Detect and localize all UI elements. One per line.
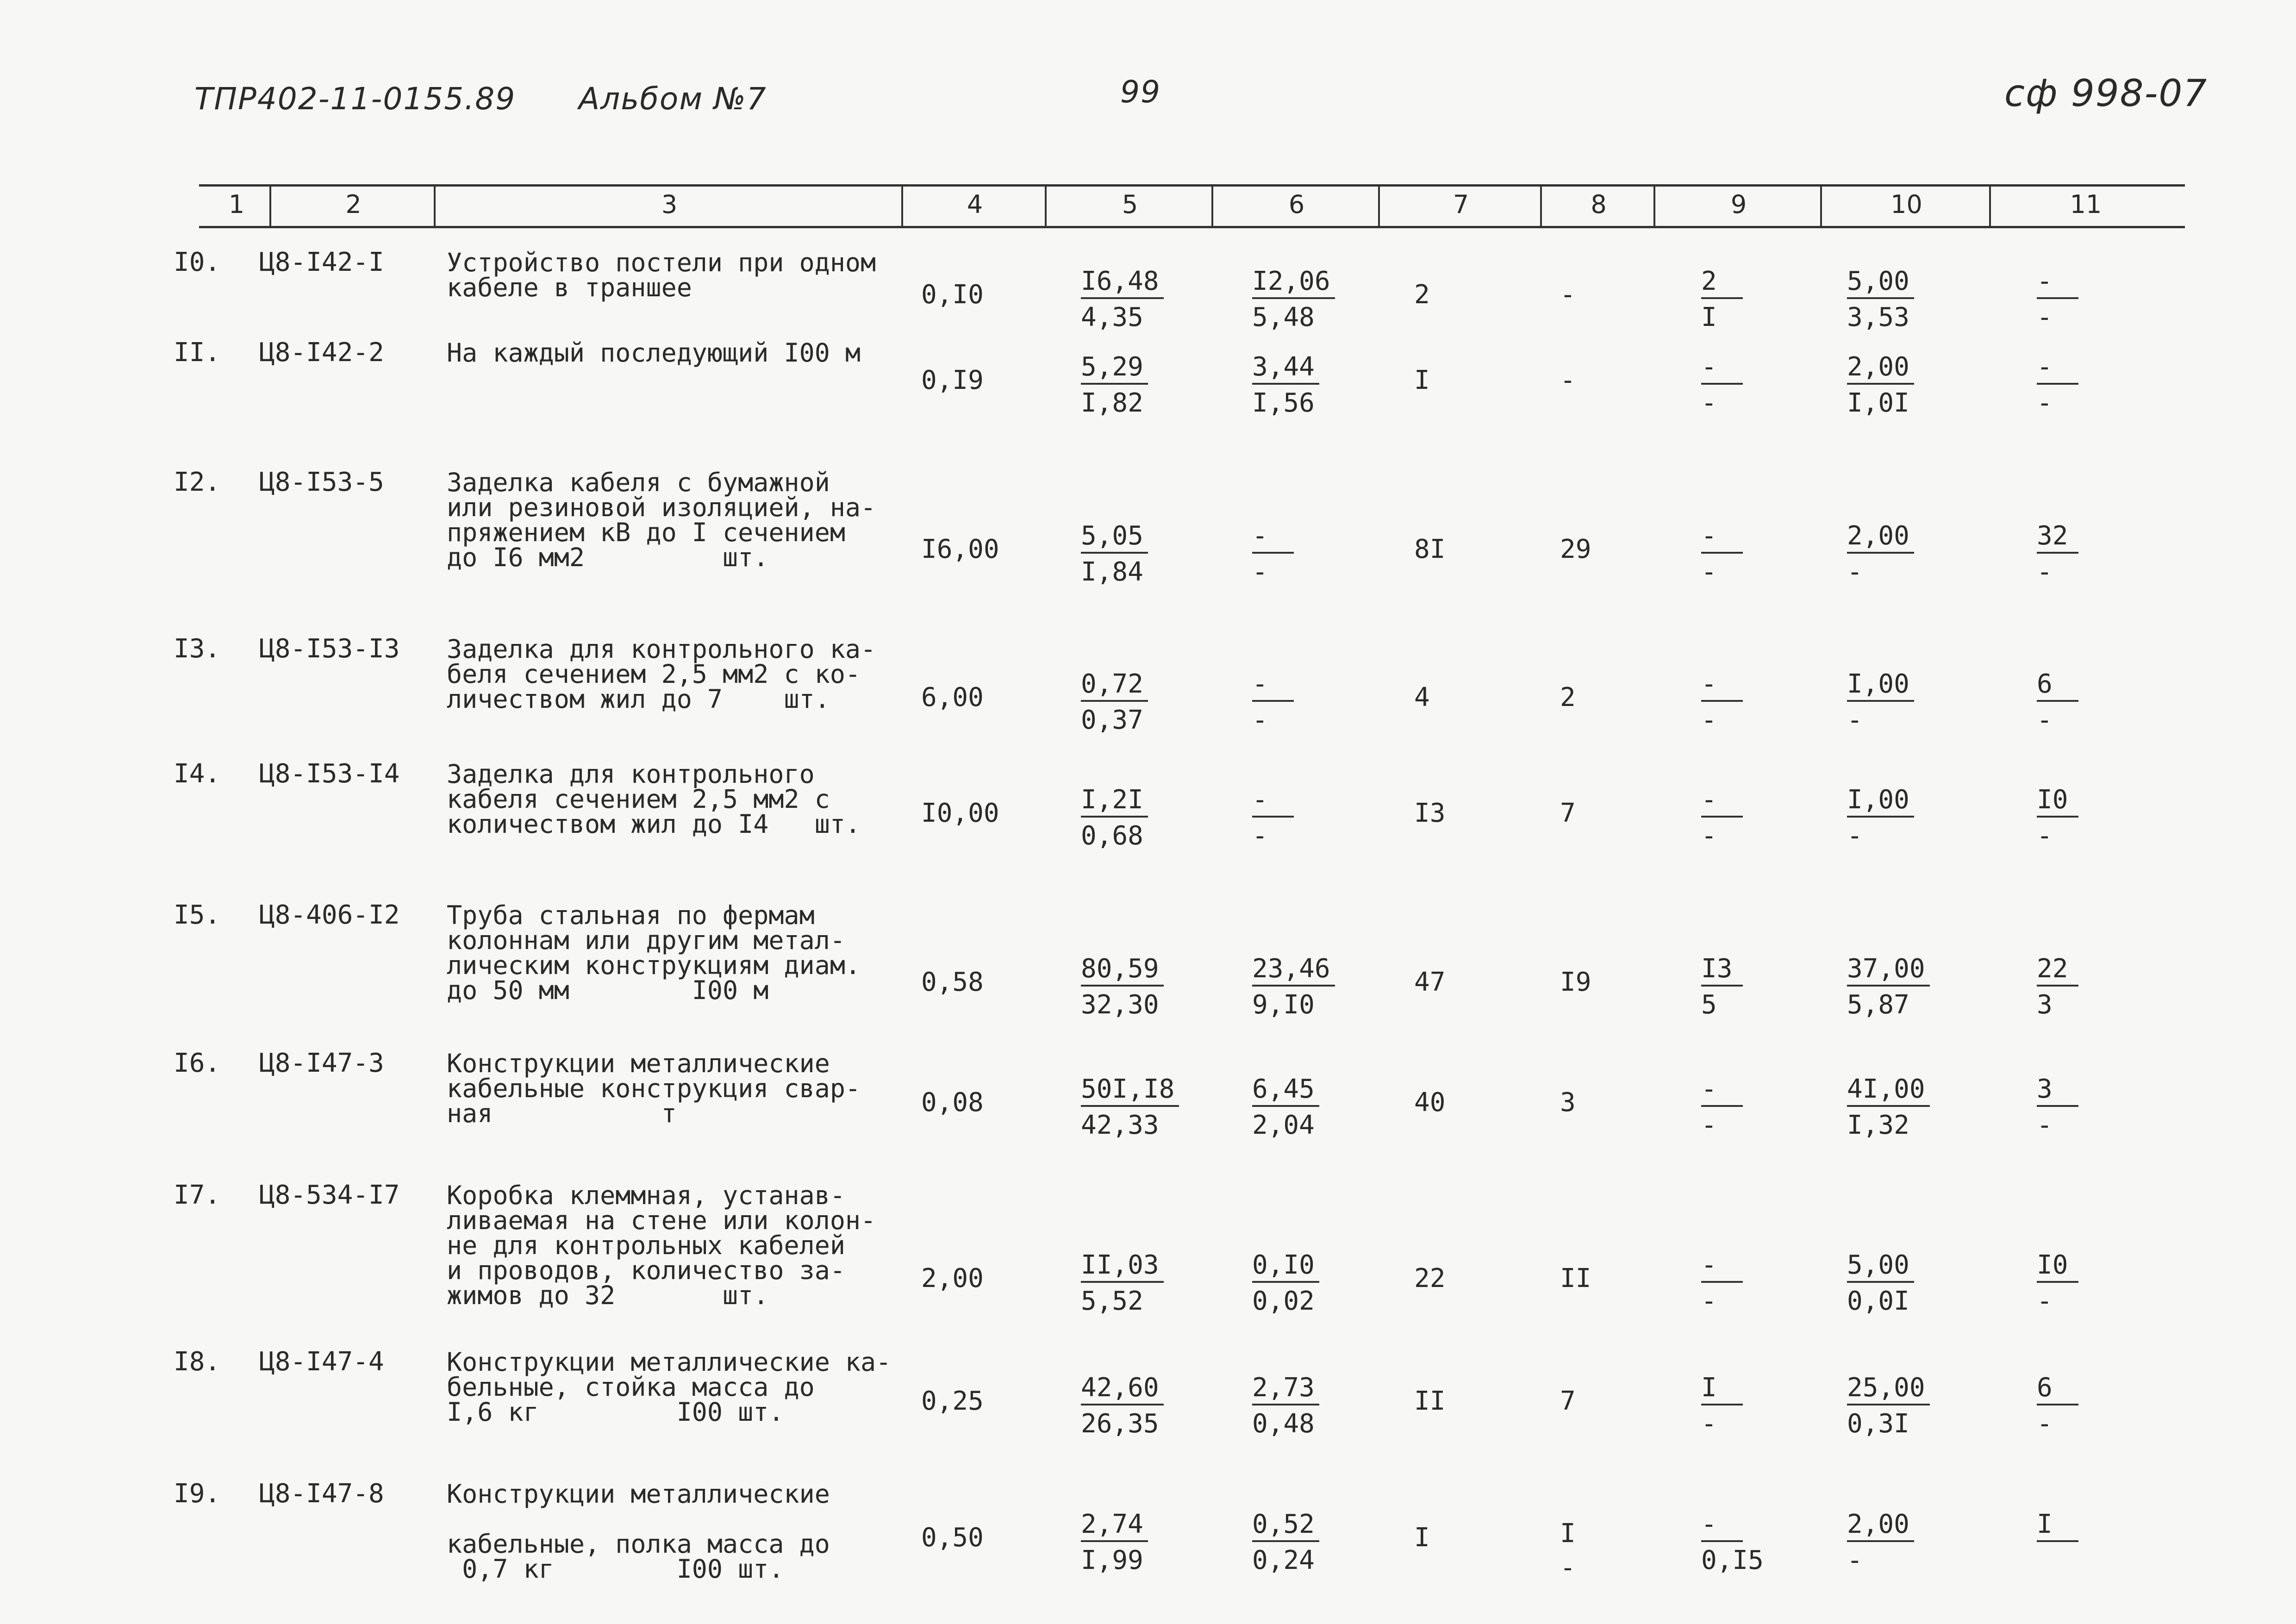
col5-value-top: I,2I	[1081, 787, 1148, 818]
col7-value: 2	[1414, 280, 1430, 310]
column-divider	[1378, 185, 1380, 227]
col11-value	[2037, 266, 2078, 332]
col9-value-bottom: -	[1701, 1286, 1717, 1316]
rate-code: Ц8-I42-2	[259, 337, 384, 368]
rate-code: Ц8-406-I2	[259, 900, 400, 930]
col6-value-bottom: 0,24	[1252, 1545, 1315, 1575]
col10-value	[1847, 1252, 1914, 1314]
col6-value	[1252, 1076, 1319, 1138]
col11-value	[2037, 1375, 2078, 1437]
col9-value-bottom: 0,I5	[1701, 1545, 1764, 1575]
col11-value-top: I0	[2037, 1252, 2078, 1283]
work-description: Конструкции металлические ка- бельные, стойка масса до I,6 кг I00 шт.	[447, 1347, 892, 1427]
col9-value	[1701, 1252, 1743, 1314]
col10-value	[1847, 523, 1914, 585]
col8-value: 2	[1560, 682, 1576, 712]
work-description: Заделка для контрольного кабеля сечением 2,5 мм2 с количеством жил до I4 шт.	[447, 759, 861, 839]
column-number: 9	[1730, 190, 1747, 219]
work-description: Заделка кабеля с бумажной или резиновой изоляцией, на- пряжением кВ до I сечением до I6 мм2 шт.	[447, 468, 876, 572]
quantity: 0,I9	[921, 365, 984, 395]
col11-value-bottom: -	[2037, 1110, 2053, 1140]
col11-value-top: -	[2037, 354, 2078, 385]
col10-value-bottom: I,0I	[1847, 388, 1909, 418]
col10-value	[1847, 1375, 1930, 1437]
col6-value-bottom: 0,48	[1252, 1409, 1315, 1439]
row-number: I3.	[174, 634, 221, 664]
col8-value-top: I	[1560, 1518, 1576, 1549]
row-number: I6.	[174, 1048, 221, 1078]
column-number: 1	[228, 190, 245, 219]
col10-value-bottom: 0,3I	[1847, 1409, 1909, 1439]
row-number: I0.	[174, 247, 221, 277]
work-description: Труба стальная по фермам колоннам или другим метал- лическим конструкциям диам. до 50 мм I00 м	[447, 900, 861, 1005]
col8-value: 29	[1560, 534, 1591, 564]
col8-value: 3	[1560, 1087, 1576, 1118]
col10-value-top: 4I,00	[1847, 1076, 1930, 1107]
rate-code: Ц8-I47-4	[259, 1347, 384, 1377]
col10-value	[1847, 1076, 1930, 1138]
col9-value-bottom: -	[1701, 821, 1717, 851]
col5-value-top: I6,48	[1081, 269, 1164, 299]
col7-value: I	[1414, 365, 1430, 395]
col5-value-bottom: 42,33	[1081, 1110, 1159, 1140]
col9-value-top: -	[1701, 1512, 1743, 1542]
quantity: 6,00	[921, 682, 984, 712]
col5-value-bottom: I,82	[1081, 388, 1143, 418]
quantity: I6,00	[921, 534, 999, 564]
col11-value	[2037, 354, 2078, 416]
col9-value-bottom: I	[1701, 302, 1717, 332]
rate-code: Ц8-I42-I	[259, 247, 384, 277]
col11-value-top: I	[2037, 1512, 2078, 1542]
col9-value-top: -	[1701, 354, 1743, 385]
col11-value-bottom: -	[2037, 1409, 2053, 1439]
col5-value-top: 42,60	[1081, 1375, 1164, 1405]
col11-value	[2037, 671, 2078, 733]
col5-value-top: 5,05	[1081, 523, 1148, 554]
col5-value	[1081, 1375, 1164, 1437]
col9-value	[1701, 266, 1743, 332]
col6-value	[1252, 671, 1294, 733]
col5-value	[1081, 956, 1164, 1018]
col9-value-bottom: -	[1701, 557, 1717, 587]
col10-value-top: I,00	[1847, 671, 1914, 702]
column-divider	[434, 185, 436, 227]
work-description: Конструкции металлические кабельные конструкция свар- ная т	[447, 1049, 861, 1128]
row-number: I2.	[174, 467, 221, 497]
col8-value: -	[1560, 280, 1576, 310]
archive-stamp: сф 998-07	[2004, 72, 2208, 115]
column-divider	[269, 185, 271, 227]
column-divider	[1540, 185, 1542, 227]
quantity: 2,00	[921, 1263, 984, 1293]
col5-value-top: 0,72	[1081, 671, 1148, 702]
column-number: 7	[1453, 190, 1469, 219]
col6-value-top: I2,06	[1252, 269, 1335, 299]
col11-value	[2037, 956, 2078, 1018]
col11-value	[2037, 523, 2078, 585]
table-header-rule	[199, 226, 2185, 228]
column-number: 5	[1122, 190, 1138, 219]
col10-value-bottom: -	[1847, 821, 1863, 851]
column-number: 6	[1288, 190, 1305, 219]
col7-value: 47	[1414, 967, 1446, 997]
col10-value-bottom: -	[1847, 1545, 1863, 1575]
col9-value-top: -	[1701, 787, 1743, 818]
col6-value-bottom: -	[1252, 821, 1268, 851]
col11-value-top: 32	[2037, 523, 2078, 554]
col11-value	[2037, 1252, 2078, 1314]
col9-value-bottom: -	[1701, 1110, 1717, 1140]
col11-value-top: 3	[2037, 1076, 2078, 1107]
col11-value-top: 22	[2037, 956, 2078, 987]
column-number: 3	[661, 190, 678, 219]
col9-value	[1701, 787, 1743, 849]
col7-value: 22	[1414, 1263, 1446, 1293]
col11-value	[2037, 787, 2078, 849]
column-divider	[1820, 185, 1822, 227]
col11-value-bottom: 3	[2037, 990, 2053, 1020]
col10-value-top: 37,00	[1847, 956, 1930, 987]
col6-value-top: -	[1252, 671, 1294, 702]
col9-value	[1701, 671, 1743, 733]
col10-value-top: 2,00	[1847, 1512, 1914, 1542]
quantity: 0,25	[921, 1386, 984, 1416]
col10-value-top: I,00	[1847, 787, 1914, 818]
col5-value	[1081, 523, 1148, 585]
col6-value-bottom: 9,I0	[1252, 990, 1315, 1020]
column-divider	[1045, 185, 1047, 227]
rate-code: Ц8-I47-8	[259, 1479, 384, 1509]
row-number: I5.	[174, 900, 221, 930]
col9-value	[1701, 523, 1743, 585]
col9-value	[1701, 1509, 1764, 1575]
col6-value-bottom: 0,02	[1252, 1286, 1315, 1316]
col11-value	[2037, 1076, 2078, 1138]
col7-value: I	[1414, 1523, 1430, 1553]
quantity: 0,58	[921, 967, 984, 997]
col8-value: II	[1560, 1263, 1591, 1293]
col10-value	[1847, 671, 1914, 733]
col11-value-top: 6	[2037, 671, 2078, 702]
col5-value	[1081, 1076, 1179, 1138]
col10-value	[1847, 354, 1914, 416]
col6-value-top: 3,44	[1252, 354, 1319, 385]
col5-value-bottom: 26,35	[1081, 1409, 1159, 1439]
col5-value	[1081, 787, 1148, 849]
col10-value-top: 5,00	[1847, 269, 1914, 299]
col10-value-top: 2,00	[1847, 523, 1914, 554]
col11-value-bottom	[2037, 1542, 2078, 1548]
row-number: II.	[174, 337, 221, 368]
col6-value	[1252, 956, 1335, 1018]
col6-value-top: 0,I0	[1252, 1252, 1319, 1283]
col10-value	[1847, 956, 1930, 1018]
col5-value-top: 80,59	[1081, 956, 1164, 987]
col8-value: 7	[1560, 798, 1576, 828]
col6-value	[1252, 266, 1335, 332]
column-divider	[1653, 185, 1655, 227]
column-divider	[1989, 185, 1991, 227]
col8-value: -	[1560, 365, 1576, 395]
column-number: 8	[1591, 190, 1607, 219]
col5-value-top: II,03	[1081, 1252, 1164, 1283]
col6-value	[1252, 523, 1294, 585]
col9-value-bottom: -	[1701, 1409, 1717, 1439]
col5-value	[1081, 1509, 1148, 1575]
col9-value-bottom: 5	[1701, 990, 1717, 1020]
col5-value	[1081, 1252, 1164, 1314]
col9-value-top: -	[1701, 523, 1743, 554]
row-number: I7.	[174, 1180, 221, 1210]
col6-value-bottom: -	[1252, 705, 1268, 735]
col7-value: 8I	[1414, 534, 1446, 564]
quantity: I0,00	[921, 798, 999, 828]
col5-value	[1081, 671, 1148, 733]
work-description: Устройство постели при одном кабеле в траншее	[447, 248, 876, 302]
col10-value	[1847, 1509, 1914, 1575]
col6-value	[1252, 1375, 1319, 1437]
col9-value	[1701, 956, 1743, 1018]
col7-value: 40	[1414, 1087, 1446, 1118]
col5-value	[1081, 354, 1148, 416]
page-number: 99	[1120, 74, 1161, 110]
col9-value	[1701, 354, 1743, 416]
col11-value-bottom: -	[2037, 821, 2053, 851]
col11-value	[2037, 1509, 2078, 1548]
col5-value-top: 2,74	[1081, 1512, 1148, 1542]
column-number: 2	[345, 190, 362, 219]
col9-value-top: 2	[1701, 269, 1743, 299]
column-number: 4	[967, 190, 983, 219]
row-number: I8.	[174, 1347, 221, 1377]
col11-value-top: 6	[2037, 1375, 2078, 1405]
col6-value-bottom: 5,48	[1252, 302, 1315, 332]
col6-value-top: 2,73	[1252, 1375, 1319, 1405]
work-description: На каждый последующий I00 м	[447, 338, 861, 368]
col6-value-bottom: -	[1252, 557, 1268, 587]
col9-value-top: I	[1701, 1375, 1743, 1405]
col8-value: 7	[1560, 1386, 1576, 1416]
col8-value-bottom: -	[1560, 1553, 1576, 1583]
row-number: I9.	[174, 1479, 221, 1509]
col10-value-top: 5,00	[1847, 1252, 1914, 1283]
col6-value-top: -	[1252, 523, 1294, 554]
col11-value-bottom: -	[2037, 388, 2053, 418]
quantity: 0,08	[921, 1087, 984, 1118]
col9-value-bottom: -	[1701, 705, 1717, 735]
col9-value-top: -	[1701, 1076, 1743, 1107]
col6-value-top: 0,52	[1252, 1512, 1319, 1542]
rate-code: Ц8-I47-3	[259, 1048, 384, 1078]
rate-code: Ц8-I53-I4	[259, 759, 400, 789]
col6-value-top: -	[1252, 787, 1294, 818]
col8-value: I9	[1560, 967, 1591, 997]
col5-value-bottom: 5,52	[1081, 1286, 1143, 1316]
col11-value-bottom: -	[2037, 557, 2053, 587]
col9-value	[1701, 1076, 1743, 1138]
col11-value-bottom: -	[2037, 705, 2053, 735]
col11-value-top: I0	[2037, 787, 2078, 818]
column-number: 10	[1890, 190, 1922, 219]
col9-value-top: I3	[1701, 956, 1743, 987]
table-top-rule	[199, 184, 2185, 187]
col5-value-top: 5,29	[1081, 354, 1148, 385]
col6-value-bottom: I,56	[1252, 388, 1315, 418]
col11-value-bottom: -	[2037, 302, 2053, 332]
col9-value-top: -	[1701, 671, 1743, 702]
col10-value-bottom: 0,0I	[1847, 1286, 1909, 1316]
work-description: Конструкции металлические кабельные, полка масса до 0,7 кг I00 шт.	[447, 1479, 830, 1584]
col10-value	[1847, 266, 1914, 332]
col6-value	[1252, 354, 1319, 416]
col9-value-top: -	[1701, 1252, 1743, 1283]
col11-value-bottom: -	[2037, 1286, 2053, 1316]
col10-value-bottom: I,32	[1847, 1110, 1909, 1140]
col7-value: 4	[1414, 682, 1430, 712]
row-number: I4.	[174, 759, 221, 789]
col6-value	[1252, 1252, 1319, 1314]
col6-value	[1252, 787, 1294, 849]
rate-code: Ц8-I53-I3	[259, 634, 400, 664]
col10-value-bottom: 5,87	[1847, 990, 1909, 1020]
col10-value-bottom: 3,53	[1847, 302, 1909, 332]
col5-value-bottom: 0,68	[1081, 821, 1143, 851]
album-label: Альбом №7	[579, 81, 767, 117]
col10-value-top: 25,00	[1847, 1375, 1930, 1405]
work-description: Коробка клеммная, устанав- ливаемая на стене или колон- не для контрольных кабелей и проводов, количество за- жимов до 32 шт.	[447, 1181, 876, 1310]
col5-value	[1081, 266, 1164, 332]
quantity: 0,50	[921, 1523, 984, 1553]
work-description: Заделка для контрольного ка- беля сечением 2,5 мм2 с ко- личеством жил до 7 шт.	[447, 634, 876, 714]
col5-value-bottom: 32,30	[1081, 990, 1159, 1020]
column-number: 11	[2070, 190, 2102, 219]
col10-value-top: 2,00	[1847, 354, 1914, 385]
col10-value-bottom: -	[1847, 557, 1863, 587]
col7-value: II	[1414, 1386, 1446, 1416]
col6-value-top: 6,45	[1252, 1076, 1319, 1107]
quantity: 0,I0	[921, 280, 984, 310]
rate-code: Ц8-I53-5	[259, 467, 384, 497]
col5-value-top: 50I,I8	[1081, 1076, 1179, 1107]
column-divider	[901, 185, 903, 227]
col10-value	[1847, 787, 1914, 849]
col6-value-top: 23,46	[1252, 956, 1335, 987]
col9-value	[1701, 1375, 1743, 1437]
col5-value-bottom: I,84	[1081, 557, 1143, 587]
col8-value	[1560, 1518, 1602, 1583]
col9-value-bottom: -	[1701, 388, 1717, 418]
col10-value-bottom: -	[1847, 705, 1863, 735]
col5-value-bottom: 0,37	[1081, 705, 1143, 735]
column-divider	[1211, 185, 1213, 227]
col5-value-bottom: I,99	[1081, 1545, 1143, 1575]
document-code: ТПР402-11-0155.89	[194, 81, 516, 117]
col6-value	[1252, 1509, 1319, 1575]
col7-value: I3	[1414, 798, 1446, 828]
col11-value-top: -	[2037, 269, 2078, 299]
col5-value-bottom: 4,35	[1081, 302, 1143, 332]
col6-value-bottom: 2,04	[1252, 1110, 1315, 1140]
rate-code: Ц8-534-I7	[259, 1180, 400, 1210]
